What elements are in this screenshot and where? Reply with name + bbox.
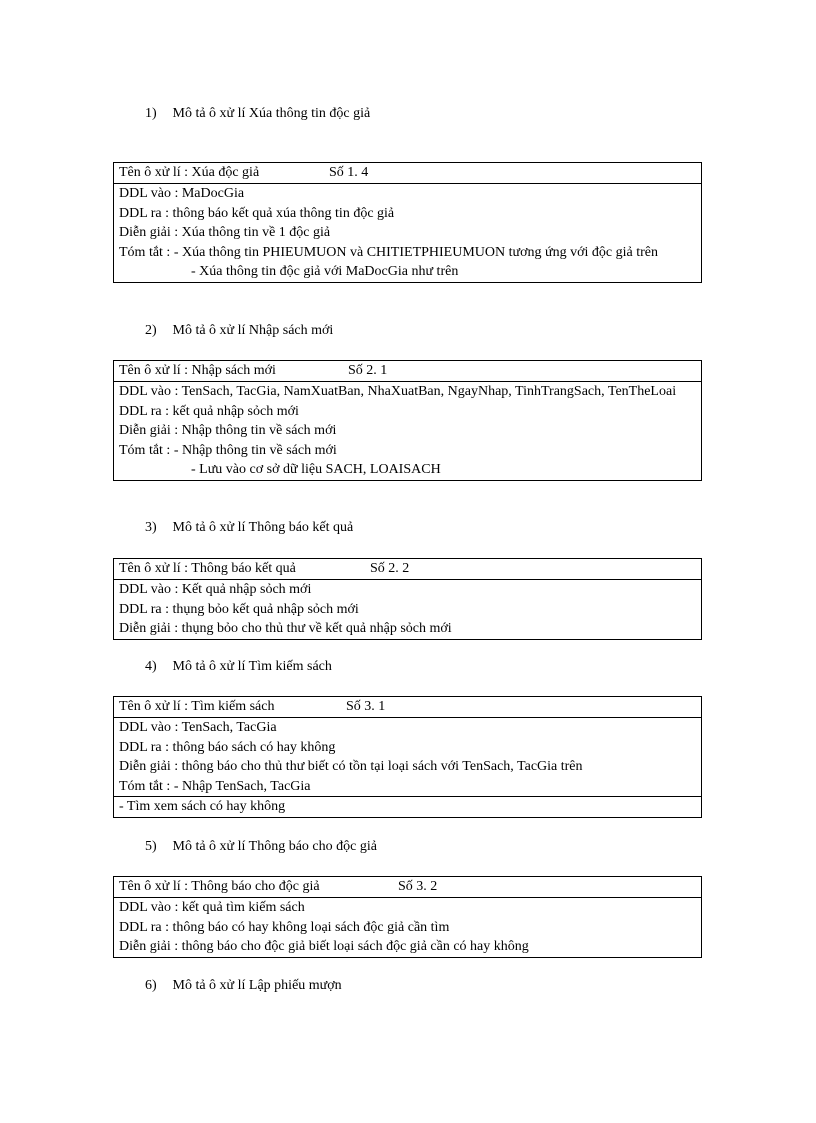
output-line: DDL ra : thụng bỏo kết quả nhập sỏch mới: [119, 601, 359, 617]
process-body: [114, 898, 701, 957]
process-box-2: [113, 360, 702, 481]
process-code: Số 2. 1: [348, 363, 388, 378]
process-title-row: [114, 163, 701, 184]
summary-line: Tóm tắt : - Xúa thông tin PHIEUMUON và CHITIETPHIEUMUON tương ứng với độc giả trên: [119, 244, 658, 260]
section-heading-1: [145, 104, 370, 124]
process-name: Tên ô xử lí : Thông báo cho độc giả: [119, 879, 320, 894]
section-heading-5: [145, 837, 377, 857]
section-heading-text: Mô tả ô xử lí Lập phiếu mượn: [172, 978, 342, 993]
section-heading-2: [145, 321, 333, 341]
process-title-row: [114, 559, 701, 580]
summary-step: - Lưu vào cơ sở dữ liệu SACH, LOAISACH: [191, 462, 441, 477]
input-line: DDL vào : kết quả tìm kiếm sách: [119, 900, 305, 915]
process-box-5: [113, 876, 702, 958]
process-name: Tên ô xử lí : Xúa độc giả: [119, 165, 260, 180]
section-number: 6): [145, 978, 157, 993]
process-body: [114, 580, 701, 639]
output-line: DDL ra : thông báo có hay không loại sách độc giả cần tìm: [119, 919, 450, 935]
input-line: DDL vào : TenSach, TacGia, NamXuatBan, NhaXuatBan, NgayNhap, TinhTrangSach, TenTheLoai: [119, 384, 677, 399]
section-number: 2): [145, 323, 157, 338]
process-code: Số 1. 4: [329, 165, 369, 180]
summary-line: Tóm tắt : - Nhập TenSach, TacGia: [119, 778, 311, 794]
description-line: Diễn giải : Xúa thông tin về 1 độc giả: [119, 225, 331, 240]
output-line: DDL ra : thông báo sách có hay không: [119, 739, 336, 755]
process-code: Số 3. 2: [398, 879, 438, 894]
section-heading-6: [145, 976, 342, 996]
description-line: Diễn giải : thông báo cho thủ thư biết có tồn tại loại sách với TenSach, TacGia trên: [119, 759, 583, 774]
summary-step: - Tìm xem sách có hay không: [114, 796, 701, 817]
input-line: DDL vào : MaDocGia: [119, 186, 245, 201]
process-name: Tên ô xử lí : Tìm kiếm sách: [119, 699, 275, 714]
process-name: Tên ô xử lí : Thông báo kết quả: [119, 561, 296, 576]
description-line: Diễn giải : Nhập thông tin về sách mới: [119, 423, 337, 438]
process-body: [114, 382, 701, 480]
process-title-row: [114, 697, 701, 718]
section-heading-text: Mô tả ô xử lí Nhập sách mới: [172, 323, 334, 338]
process-box-3: [113, 558, 702, 640]
output-line: DDL ra : thông báo kết quả xúa thông tin độc giả: [119, 205, 395, 221]
section-heading-3: [145, 518, 353, 538]
input-line: DDL vào : TenSach, TacGia: [119, 720, 277, 735]
process-name: Tên ô xử lí : Nhập sách mới: [119, 363, 276, 378]
output-line: DDL ra : kết quả nhập sỏch mới: [119, 403, 299, 419]
process-box-4: [113, 696, 702, 818]
section-heading-4: [145, 657, 332, 677]
process-code: Số 3. 1: [346, 699, 386, 714]
summary-step: - Xúa thông tin độc giả với MaDocGia như trên: [191, 264, 459, 279]
section-number: 1): [145, 106, 157, 121]
section-number: 5): [145, 839, 157, 854]
section-number: 3): [145, 520, 157, 535]
process-title-row: [114, 877, 701, 898]
process-body: [114, 184, 701, 282]
process-box-1: [113, 162, 702, 283]
process-body: [114, 718, 701, 817]
process-title-row: [114, 361, 701, 382]
process-code: Số 2. 2: [370, 561, 410, 576]
input-line: DDL vào : Kết quả nhập sỏch mới: [119, 582, 312, 597]
section-heading-text: Mô tả ô xử lí Tìm kiếm sách: [172, 659, 332, 674]
section-heading-text: Mô tả ô xử lí Thông báo kết quả: [172, 520, 354, 535]
description-line: Diễn giải : thông báo cho độc giả biết loại sách độc giả cần có hay không: [119, 939, 529, 954]
section-heading-text: Mô tả ô xử lí Xúa thông tin độc giả: [172, 106, 371, 121]
description-line: Diễn giải : thụng bỏo cho thủ thư về kết quả nhập sỏch mới: [119, 621, 452, 636]
section-number: 4): [145, 659, 157, 674]
section-heading-text: Mô tả ô xử lí Thông báo cho độc giả: [172, 839, 377, 854]
summary-line: Tóm tắt : - Nhập thông tin về sách mới: [119, 442, 337, 458]
